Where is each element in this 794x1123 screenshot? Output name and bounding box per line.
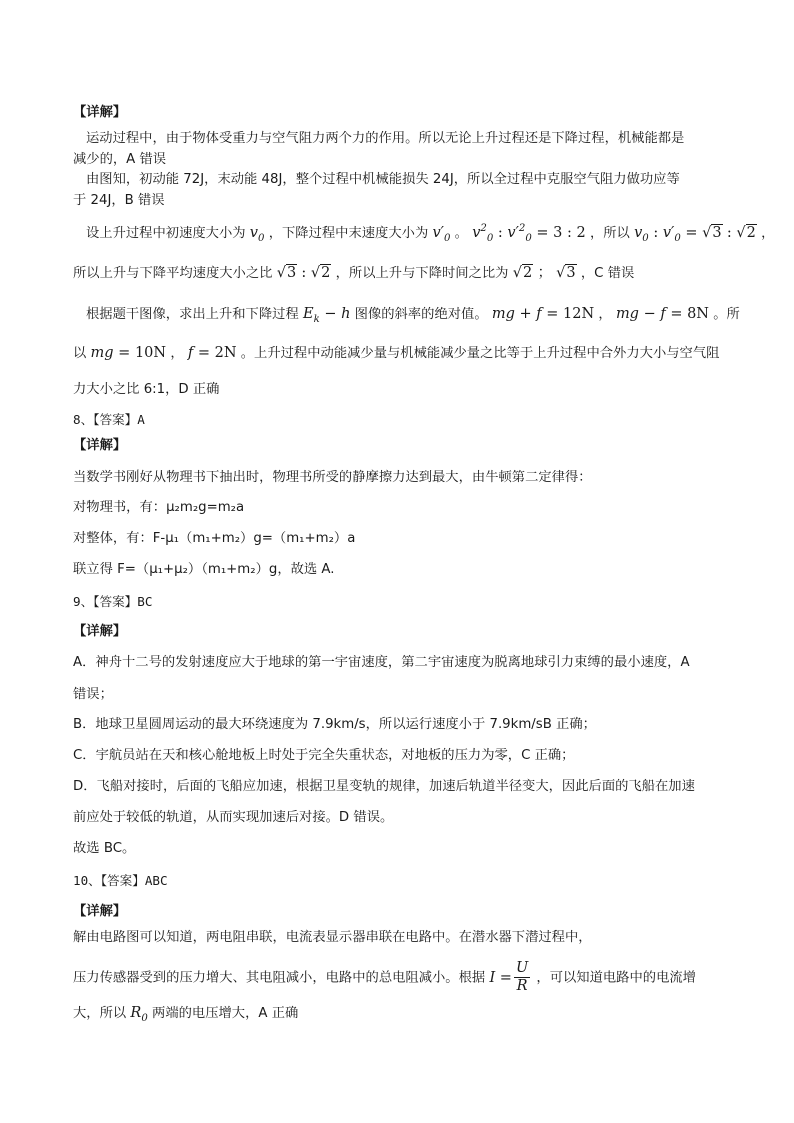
q7-line-8-text-c: 。上升过程中动能减少量与机械能减少量之比等于上升过程中合外力大小与空气阻	[240, 346, 720, 361]
formula-mg-plus-f: mg + f = 12N	[491, 306, 595, 322]
formula-ohms-law: I = $\frac{U}{R}$	[489, 960, 529, 994]
formula-v0: $v_0$	[249, 225, 265, 244]
q10-answer: 10、【答案】ABC	[73, 873, 168, 888]
q7-line-5-text-e: ，	[761, 226, 775, 241]
q8-detail-heading: 【详解】	[73, 438, 127, 453]
q7-line-3: 由图知，初动能 72J，末动能 48J，整个过程中机械能损失 24J，所以全过程中克服空气阻力做功应等	[86, 172, 680, 187]
q10-line-2-text-b: ，可以知道电路中的电流增	[536, 970, 696, 986]
q7-line-4: 于 24J，B 错误	[73, 193, 165, 208]
sqrt-2: √2	[310, 265, 331, 281]
q8-answer: 8、【答案】A	[73, 412, 145, 427]
q10-line-3-text-a: 大，所以	[73, 1006, 127, 1021]
q7-line-1: 运动过程中，由于物体受重力与空气阻力两个力的作用。所以无论上升过程还是下降过程，机械能都是	[86, 131, 685, 146]
q9-option-b: B．地球卫星圆周运动的最大环绕速度为 7.9km/s，所以运行速度小于 7.9km/sB 正确；	[73, 717, 596, 732]
q7-line-5-text-a: 设上升过程中初速度大小为	[86, 226, 246, 241]
q7-line-7-text-d: 。所	[713, 307, 740, 322]
sqrt-3: √3	[702, 225, 722, 241]
ratio-semicolon: ；	[537, 265, 552, 281]
q7-line-6-text-c: ，C 错误	[580, 266, 635, 281]
q9-answer: 9、【答案】BC	[73, 594, 153, 609]
q7-line-7	[86, 304, 741, 325]
q7-line-5-text-b: ，下降过程中末速度大小为	[268, 226, 429, 241]
q7-line-5	[86, 223, 775, 244]
q7-line-7-text-a: 根据题干图像，求出上升和下降过程	[86, 307, 299, 322]
formula-mg-minus-f: mg − f = 8N	[615, 306, 709, 322]
q8-line-4: 联立得 F=（μ₁+μ₂）（m₁+m₂）g，故选 A.	[73, 562, 335, 577]
q7-line-2: 减少的，A 错误	[73, 152, 167, 167]
q9-option-a-line-2: 错误；	[73, 687, 113, 702]
formula-velocity-ratio: $v_0$ : $v'_0$ =	[634, 225, 703, 244]
q10-detail-heading: 【详解】	[73, 904, 127, 919]
q10-line-1: 解由电路图可以知道，两电阻串联，电流表显示器串联在电路中。在潜水器下潜过程中，	[73, 930, 592, 945]
formula-velocity-squared-ratio: $v^2_0$ : $v'^2_0 = 3$ : 2	[472, 223, 586, 244]
q7-line-9: 力大小之比 6:1，D 正确	[73, 382, 220, 397]
q7-line-8	[73, 343, 728, 364]
q7-line-7-text-c: ，	[598, 307, 612, 322]
q8-line-1: 当数学书刚好从物理书下抽出时，物理书所受的静摩擦力达到最大，由牛顿第二定律得：	[73, 470, 592, 485]
sqrt-2: √2	[736, 225, 756, 241]
q7-line-6	[73, 263, 728, 284]
q7-detail-heading: 【详解】	[73, 105, 127, 120]
q9-option-d-line-2: 前应处于较低的轨道，从而实现加速后对接。D 错误。	[73, 810, 394, 825]
q7-line-6-text-a: 所以上升与下降平均速度大小之比	[73, 266, 273, 281]
q9-option-a-line-1: A．神舟十二号的发射速度应大于地球的第一宇宙速度，第二宇宙速度为脱离地球引力束缚的最小速度，A	[73, 655, 690, 670]
q9-option-c: C．宇航员站在天和核心舱地板上时处于完全失重状态，对地板的压力为零，C 正确；	[73, 748, 575, 763]
q8-line-2: 对物理书，有：μ₂m₂g=m₂a	[73, 500, 245, 515]
formula-f: f = 2N	[187, 345, 237, 361]
q10-line-3	[73, 1003, 728, 1024]
sqrt-3: √3	[556, 265, 576, 281]
q10-line-2-text-a: 压力传感器受到的压力增大、其电阻减小，电路中的总电阻减小。根据	[73, 970, 486, 986]
formula-r0: $R_0$	[130, 1005, 148, 1024]
q9-detail-heading: 【详解】	[73, 624, 127, 639]
q7-line-7-text-b: 图像的斜率的绝对值。	[354, 307, 488, 322]
q8-line-3: 对整体，有：F-μ₁（m₁+m₂）g=（m₁+m₂）a	[73, 531, 356, 546]
q10-line-3-text-b: 两端的电压增大，A 正确	[152, 1006, 299, 1021]
q7-line-8-text-a: 以	[73, 346, 87, 361]
ratio-colon: :	[301, 265, 311, 281]
q7-line-5-text-c: 。	[454, 226, 468, 241]
q9-conclusion: 故选 BC。	[73, 841, 136, 856]
q9-option-d-line-1: D．飞船对接时，后面的飞船应加速，根据卫星变轨的规律，加速后轨道半径变大，因此后面的飞船在加速	[73, 779, 695, 794]
ratio-colon: :	[726, 225, 737, 241]
sqrt-3: √3	[276, 265, 297, 281]
formula-mg: mg = 10N	[90, 345, 167, 361]
q10-line-2	[73, 960, 728, 995]
formula-v0-prime: $v'_0$	[432, 225, 451, 244]
q7-line-8-text-b: ，	[170, 346, 184, 361]
q7-line-6-text-b: ，所以上升与下降时间之比为	[335, 266, 509, 281]
q7-line-5-text-d: ，所以	[589, 226, 630, 241]
sqrt-2: √2	[512, 265, 533, 281]
formula-ek-h: $E_k - h$	[302, 306, 351, 325]
